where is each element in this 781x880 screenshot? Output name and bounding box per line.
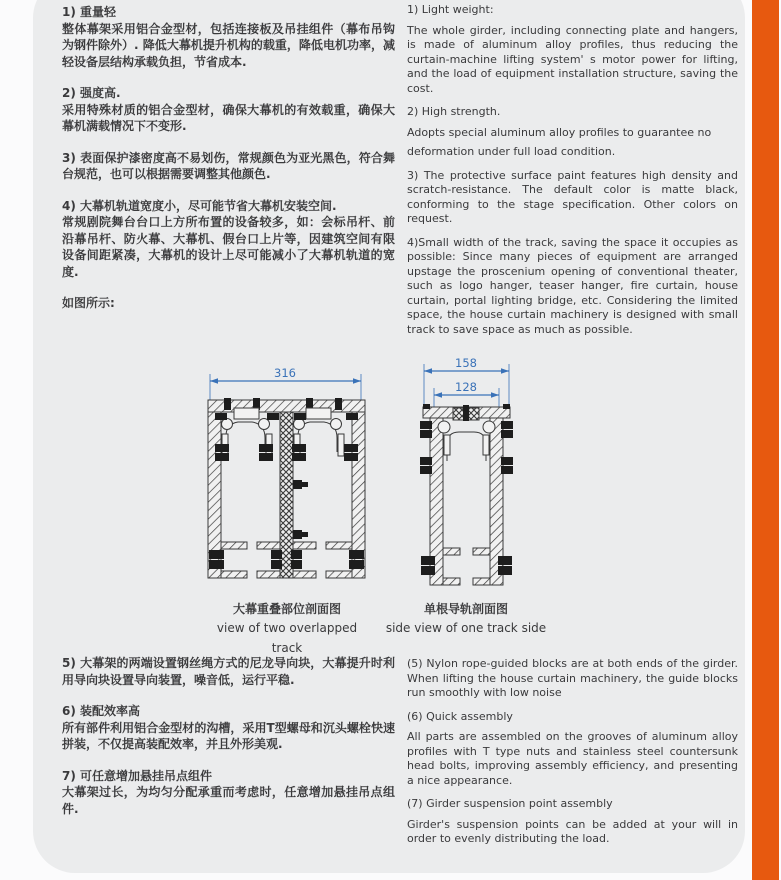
- chinese-feature-column-bottom: [62, 655, 395, 832]
- track-cross-section-diagrams: [180, 358, 560, 598]
- en-item7-body: Girder's suspension points can be added at your will in order to evenly distributing the load.: [407, 817, 738, 845]
- en-item7-title: (7) Girder suspension point assembly: [407, 797, 613, 810]
- en-item2-body-line2: deformation under full load condition.: [407, 145, 616, 158]
- en-item6-body: All parts are assembled on the grooves of aluminum alloy profiles with T type nuts and stainless steel countersunk head bolts, improving assembly efficiency, and presenting a nice appearance.: [407, 730, 738, 787]
- caption-single-track-cn: 单根导轨剖面图: [423, 602, 508, 616]
- english-feature-column: [407, 3, 738, 346]
- en-item4-body: 4)Small width of the track, saving the space it occupies as possible: Since many pieces of equipment are arranged upstage the proscenium opening of conventional theater, such as logo hanger, teaser hanger, fire curtain, house curtain, portal lighting bridge, etc. Considering the limited space, the house curtain machinery is designed with small track to save space as much as possible.: [407, 235, 738, 336]
- en-item1-body: The whole girder, including connecting plate and hangers, is made of aluminum alloy profiles, thus reducing the curtain-machine lifting system' s motor power for lifting, and the load of equipment installation structure, saving the cost.: [407, 23, 738, 95]
- en-item2-title: 2) High strength.: [407, 105, 501, 118]
- cn-item5-body: 5) 大幕架的两端设置钢丝绳方式的尼龙导向块，大幕提升时利用导向块设置导向装置，噪音低，运行平稳.: [62, 656, 395, 687]
- cn-item2-body: 采用特殊材质的铝合金型材，确保大幕机的有效载重，确保大幕机满载情况下不变形.: [62, 102, 395, 133]
- caption-single-track: [385, 600, 547, 638]
- accent-side-bar: [752, 0, 779, 880]
- caption-overlapped-track: [203, 600, 371, 658]
- cn-item1-body: 整体幕架采用铝合金型材，包括连接板及吊挂组件（幕布吊钩为钢件除外）. 降低大幕机提升机构的载重，降低电机功率，减轻设备层结构承载负担，节省成本.: [62, 21, 395, 69]
- cn-item6-body: 所有部件利用铝合金型材的沟槽，采用T型螺母和沉头螺栓快速拼装，不仅提高装配效率，并且外形美观.: [62, 720, 395, 751]
- en-item2-body-line1: Adopts special aluminum alloy profiles to guarantee no: [407, 125, 712, 139]
- cn-item4-title: 4) 大幕机轨道宽度小，尽可能节省大幕机安装空间.: [62, 198, 337, 213]
- dim-128-label: 128: [455, 380, 477, 394]
- caption-overlapped-track-en: view of two overlapped track: [216, 621, 358, 655]
- cn-figure-intro: 如图所示:: [62, 296, 115, 310]
- en-item3-body: 3) The protective surface paint features high density and scratch-resistance. The default color is matte black, conforming to the stage specification. Other colors on request.: [407, 168, 738, 225]
- cn-item7-body: 大幕架过长，为均匀分配承重而考虑时，任意增加悬挂吊点组件.: [62, 785, 395, 816]
- cn-item1-title: 1) 重量轻: [62, 5, 117, 19]
- cn-item4-body: 常规剧院舞台台口上方所布置的设备较多，如：会标吊杆、前沿幕吊杆、防火幕、大幕机、假台口上片等，因建筑空间有限设备间距紧凑，大幕机的设计上尽可能减小了大幕机轨道的宽度.: [62, 215, 395, 279]
- en-item1-title: 1) Light weight:: [407, 3, 494, 16]
- cn-item7-title: 7) 可任意增加悬挂吊点组件: [62, 768, 213, 783]
- caption-single-track-en: side view of one track side: [385, 621, 547, 635]
- en-item6-title: (6) Quick assembly: [407, 709, 513, 723]
- dim-316-label: 316: [274, 366, 296, 380]
- en-item5-body: (5) Nylon rope-guided blocks are at both ends of the girder. When lifting the house curtain machinery, the guide blocks run smoothly with low noise: [407, 657, 738, 699]
- dim-158-label: 158: [455, 358, 477, 370]
- english-feature-column-bottom: [407, 657, 738, 856]
- overlapped-track-section: [208, 398, 365, 578]
- cn-item6-title: 6) 装配效率高: [62, 704, 141, 718]
- caption-overlapped-track-cn: 大幕重叠部位剖面图: [232, 602, 341, 616]
- cn-item2-title: 2) 强度高.: [62, 86, 121, 100]
- cn-item3-body: 3) 表面保护漆密度高不易划伤，常规颜色为亚光黑色，符合舞台规范，也可以根据需要调整其他颜色.: [62, 150, 395, 181]
- single-track-section: [420, 404, 513, 585]
- chinese-feature-column: [62, 4, 395, 327]
